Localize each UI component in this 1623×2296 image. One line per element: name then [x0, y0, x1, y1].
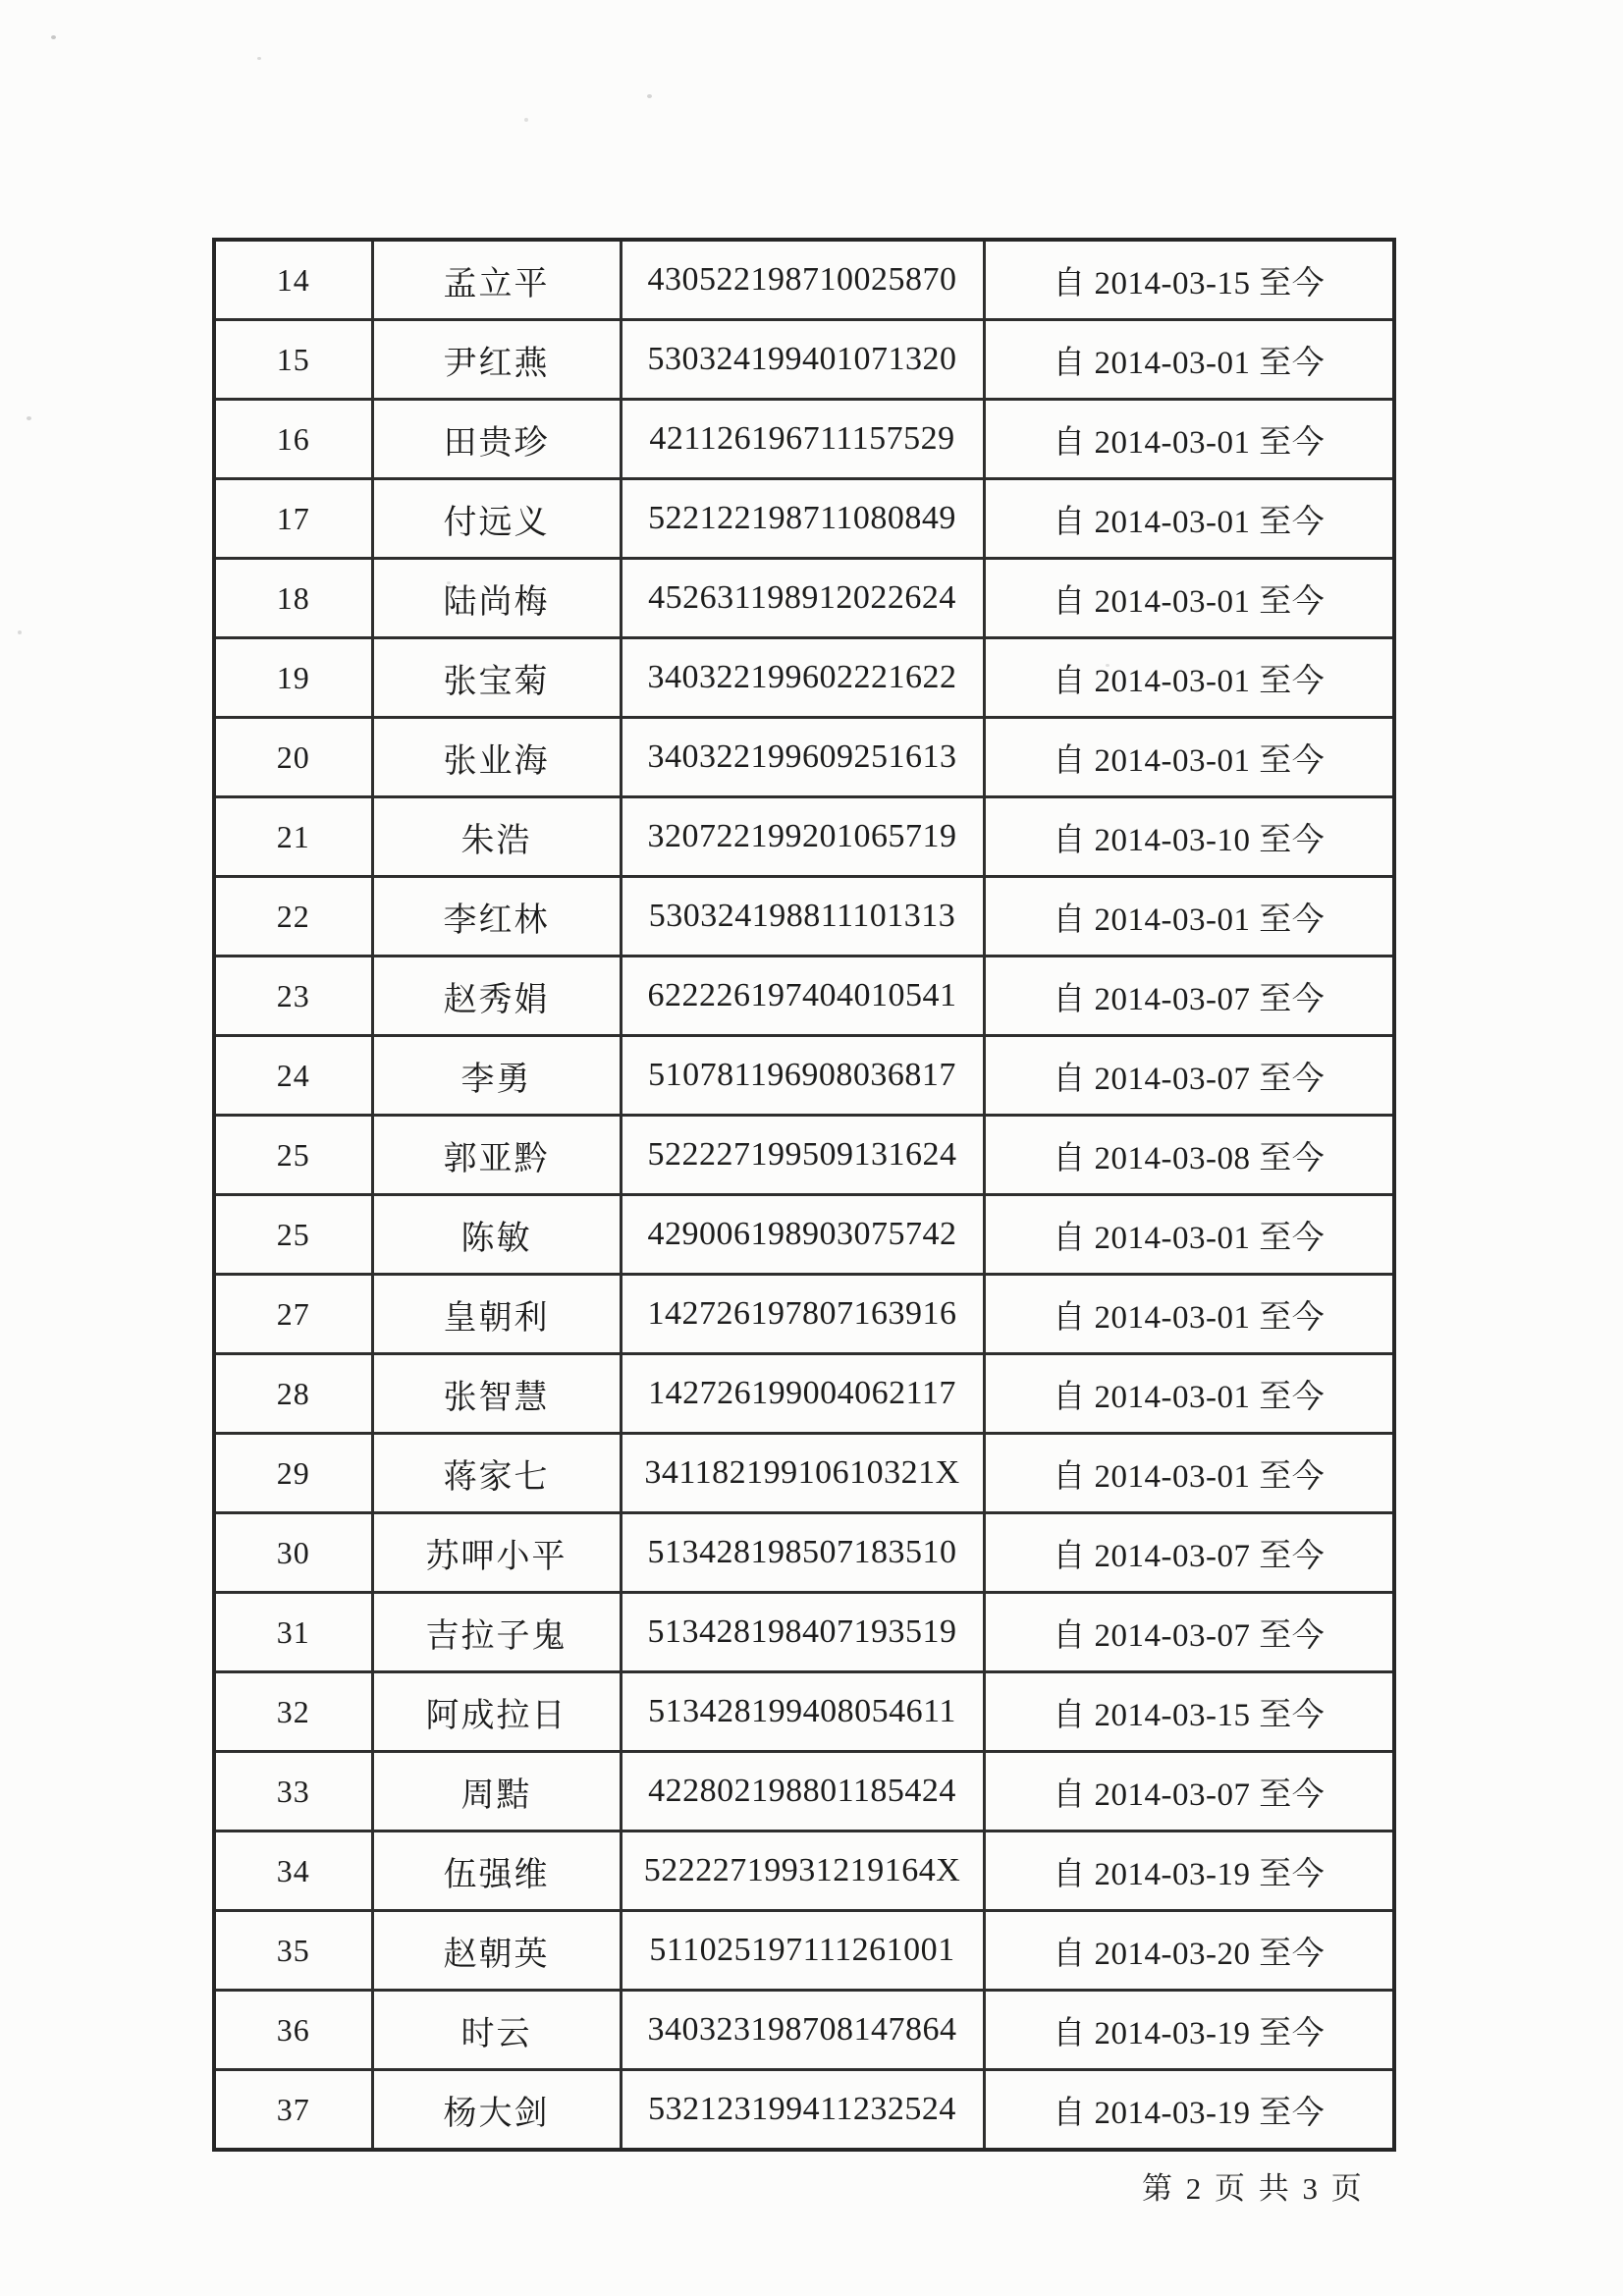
scan-speck [18, 630, 22, 634]
row-number-cell: 15 [214, 320, 372, 400]
table-row [214, 1911, 1394, 1991]
period-cell: 自 2014-03-07 至今 [984, 1036, 1394, 1116]
table-row [214, 1116, 1394, 1195]
table-row [214, 797, 1394, 877]
name-cell: 杨大剑 [372, 2070, 621, 2151]
table-row [214, 1354, 1394, 1434]
table-row [214, 1195, 1394, 1275]
roster-table [212, 238, 1396, 2152]
name-cell: 孟立平 [372, 240, 621, 320]
name-cell: 陆尚梅 [372, 559, 621, 638]
row-number-cell: 28 [214, 1354, 372, 1434]
row-number-cell: 23 [214, 957, 372, 1036]
table-row [214, 559, 1394, 638]
id-number-cell: 452631198912022624 [621, 559, 984, 638]
period-cell: 自 2014-03-01 至今 [984, 320, 1394, 400]
table-row [214, 718, 1394, 797]
row-number-cell: 33 [214, 1752, 372, 1831]
id-number-cell: 530324198811101313 [621, 877, 984, 957]
scan-speck [257, 57, 261, 60]
name-cell: 蒋家七 [372, 1434, 621, 1513]
row-number-cell: 21 [214, 797, 372, 877]
row-number-cell: 34 [214, 1831, 372, 1911]
row-number-cell: 24 [214, 1036, 372, 1116]
name-cell: 付远义 [372, 479, 621, 559]
id-number-cell: 34118219910610321X [621, 1434, 984, 1513]
table-row [214, 1991, 1394, 2070]
row-number-cell: 14 [214, 240, 372, 320]
id-number-cell: 340322199609251613 [621, 718, 984, 797]
name-cell: 李勇 [372, 1036, 621, 1116]
row-number-cell: 19 [214, 638, 372, 718]
table-row [214, 240, 1394, 320]
period-cell: 自 2014-03-01 至今 [984, 1434, 1394, 1513]
name-cell: 伍强维 [372, 1831, 621, 1911]
page-number-footer: 第 2 页 共 3 页 [1142, 2171, 1365, 2206]
table-row [214, 1752, 1394, 1831]
id-number-cell: 622226197404010541 [621, 957, 984, 1036]
table-row [214, 877, 1394, 957]
name-cell: 皇朝利 [372, 1275, 621, 1354]
period-cell: 自 2014-03-19 至今 [984, 1831, 1394, 1911]
roster-table-body [214, 240, 1394, 2150]
table-row [214, 1831, 1394, 1911]
table-row [214, 1593, 1394, 1672]
scan-speck [51, 35, 56, 39]
name-cell: 赵秀娟 [372, 957, 621, 1036]
id-number-cell: 340323198708147864 [621, 1991, 984, 2070]
name-cell: 陈敏 [372, 1195, 621, 1275]
row-number-cell: 16 [214, 400, 372, 479]
row-number-cell: 18 [214, 559, 372, 638]
period-cell: 自 2014-03-19 至今 [984, 1991, 1394, 2070]
id-number-cell: 522122198711080849 [621, 479, 984, 559]
table-row [214, 479, 1394, 559]
period-cell: 自 2014-03-07 至今 [984, 1593, 1394, 1672]
row-number-cell: 22 [214, 877, 372, 957]
period-cell: 自 2014-03-08 至今 [984, 1116, 1394, 1195]
table-row [214, 320, 1394, 400]
table-row [214, 957, 1394, 1036]
row-number-cell: 25 [214, 1195, 372, 1275]
id-number-cell: 320722199201065719 [621, 797, 984, 877]
row-number-cell: 36 [214, 1991, 372, 2070]
period-cell: 自 2014-03-01 至今 [984, 400, 1394, 479]
name-cell: 苏呷小平 [372, 1513, 621, 1593]
name-cell: 张业海 [372, 718, 621, 797]
row-number-cell: 17 [214, 479, 372, 559]
name-cell: 周黠 [372, 1752, 621, 1831]
row-number-cell: 29 [214, 1434, 372, 1513]
id-number-cell: 430522198710025870 [621, 240, 984, 320]
period-cell: 自 2014-03-01 至今 [984, 559, 1394, 638]
period-cell: 自 2014-03-01 至今 [984, 638, 1394, 718]
id-number-cell: 142726197807163916 [621, 1275, 984, 1354]
period-cell: 自 2014-03-19 至今 [984, 2070, 1394, 2151]
id-number-cell: 522227199509131624 [621, 1116, 984, 1195]
table-row [214, 1672, 1394, 1752]
period-cell: 自 2014-03-01 至今 [984, 1354, 1394, 1434]
period-cell: 自 2014-03-01 至今 [984, 1195, 1394, 1275]
period-cell: 自 2014-03-01 至今 [984, 479, 1394, 559]
name-cell: 时云 [372, 1991, 621, 2070]
name-cell: 尹红燕 [372, 320, 621, 400]
period-cell: 自 2014-03-07 至今 [984, 1513, 1394, 1593]
row-number-cell: 25 [214, 1116, 372, 1195]
table-row [214, 1275, 1394, 1354]
id-number-cell: 52222719931219164X [621, 1831, 984, 1911]
row-number-cell: 30 [214, 1513, 372, 1593]
name-cell: 李红林 [372, 877, 621, 957]
row-number-cell: 37 [214, 2070, 372, 2151]
table-row [214, 400, 1394, 479]
id-number-cell: 511025197111261001 [621, 1911, 984, 1991]
period-cell: 自 2014-03-07 至今 [984, 957, 1394, 1036]
period-cell: 自 2014-03-15 至今 [984, 1672, 1394, 1752]
table-row [214, 1434, 1394, 1513]
period-cell: 自 2014-03-07 至今 [984, 1752, 1394, 1831]
period-cell: 自 2014-03-01 至今 [984, 1275, 1394, 1354]
row-number-cell: 32 [214, 1672, 372, 1752]
name-cell: 张智慧 [372, 1354, 621, 1434]
id-number-cell: 513428198507183510 [621, 1513, 984, 1593]
id-number-cell: 510781196908036817 [621, 1036, 984, 1116]
table-row [214, 638, 1394, 718]
name-cell: 阿成拉日 [372, 1672, 621, 1752]
id-number-cell: 530324199401071320 [621, 320, 984, 400]
period-cell: 自 2014-03-01 至今 [984, 877, 1394, 957]
period-cell: 自 2014-03-15 至今 [984, 240, 1394, 320]
row-number-cell: 31 [214, 1593, 372, 1672]
name-cell: 田贵珍 [372, 400, 621, 479]
table-row [214, 2070, 1394, 2151]
id-number-cell: 513428198407193519 [621, 1593, 984, 1672]
name-cell: 张宝菊 [372, 638, 621, 718]
table-row [214, 1513, 1394, 1593]
period-cell: 自 2014-03-20 至今 [984, 1911, 1394, 1991]
name-cell: 吉拉子鬼 [372, 1593, 621, 1672]
scan-speck [524, 118, 528, 122]
id-number-cell: 421126196711157529 [621, 400, 984, 479]
id-number-cell: 532123199411232524 [621, 2070, 984, 2151]
id-number-cell: 429006198903075742 [621, 1195, 984, 1275]
row-number-cell: 27 [214, 1275, 372, 1354]
period-cell: 自 2014-03-01 至今 [984, 718, 1394, 797]
name-cell: 朱浩 [372, 797, 621, 877]
id-number-cell: 340322199602221622 [621, 638, 984, 718]
row-number-cell: 20 [214, 718, 372, 797]
scan-speck [1106, 664, 1109, 667]
scan-speck [447, 581, 451, 584]
name-cell: 赵朝英 [372, 1911, 621, 1991]
scan-speck [647, 94, 652, 98]
scan-speck [27, 416, 31, 420]
id-number-cell: 422802198801185424 [621, 1752, 984, 1831]
period-cell: 自 2014-03-10 至今 [984, 797, 1394, 877]
id-number-cell: 513428199408054611 [621, 1672, 984, 1752]
row-number-cell: 35 [214, 1911, 372, 1991]
name-cell: 郭亚黔 [372, 1116, 621, 1195]
id-number-cell: 142726199004062117 [621, 1354, 984, 1434]
table-row [214, 1036, 1394, 1116]
